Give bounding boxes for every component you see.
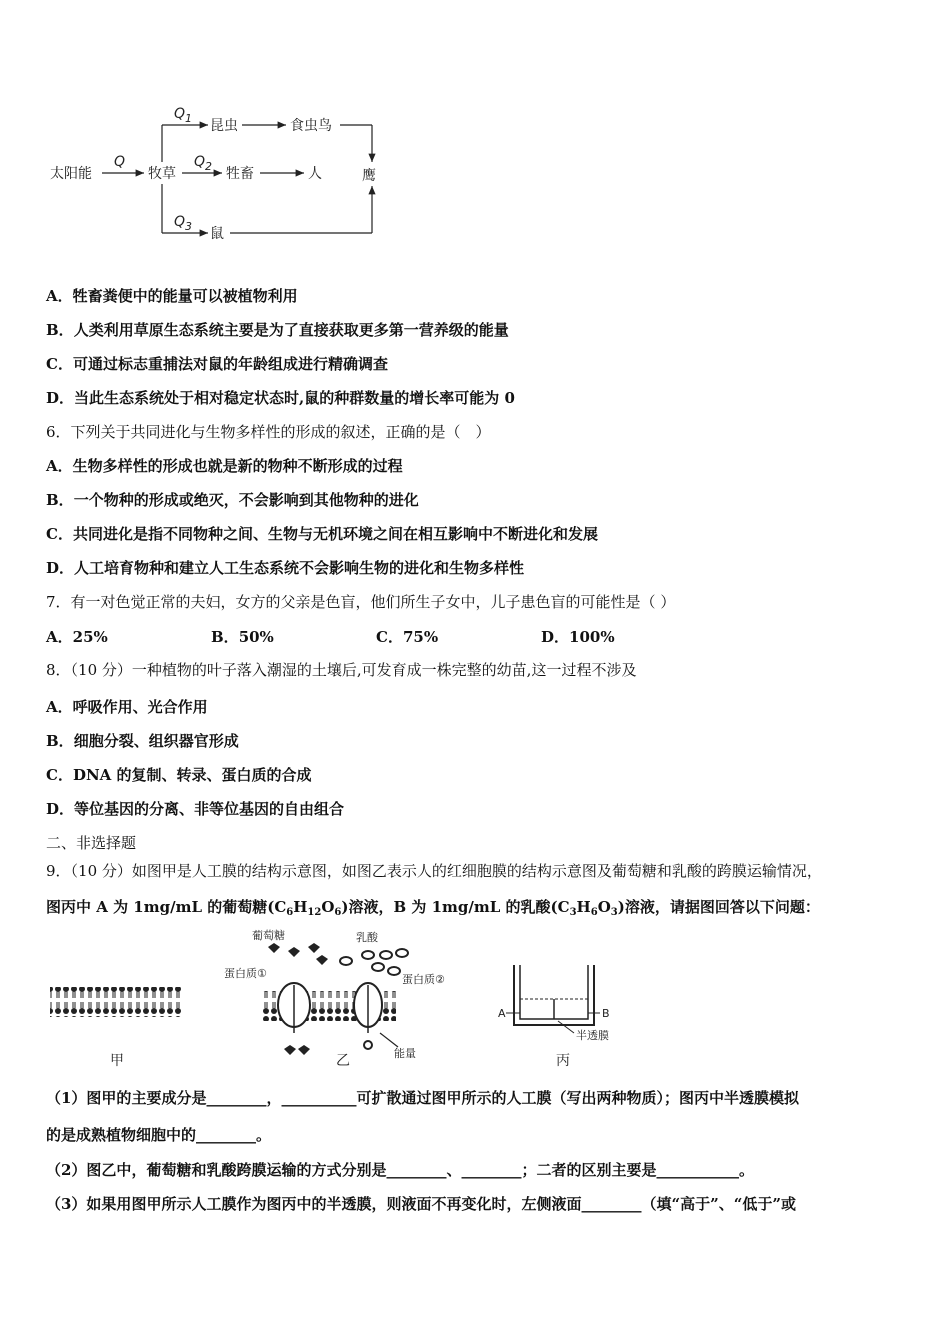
- node-bird: 食虫鸟: [290, 118, 332, 134]
- q9-stem-line1: 9．（10 分）如图甲是人工膜的结构示意图，如图乙表示人的红细胞膜的结构示意图及葡萄糖和乳酸的跨膜运输情况，: [46, 862, 822, 880]
- node-sun: 太阳能: [50, 166, 92, 182]
- q9-sub1-line2: 的是成熟植物细胞中的________。: [46, 1126, 272, 1144]
- q7-option-a: A．25%: [46, 628, 108, 646]
- membrane-figure: [46, 925, 646, 1070]
- q8-option-a: A．呼吸作用、光合作用: [46, 698, 208, 716]
- label-q2: $Q_2$: [194, 154, 213, 173]
- lactate-molecule: [340, 957, 352, 965]
- lactate-molecule: [380, 951, 392, 959]
- q8-stem: 8．（10 分）一种植物的叶子落入潮湿的土壤后,可发育成一株完整的幼苗,这一过程不涉及: [46, 661, 637, 679]
- node-livestock: 牲畜: [226, 166, 254, 182]
- q9-sub2: （2）图乙中，葡萄糖和乳酸跨膜运输的方式分别是________、________；二者的区别主要是___________。: [46, 1161, 754, 1179]
- label-glucose: 葡萄糖: [252, 929, 285, 942]
- q5-option-d: D．当此生态系统处于相对稳定状态时,鼠的种群数量的增长率可能为 0: [46, 389, 515, 407]
- energy-pointer: [380, 1033, 398, 1047]
- node-insect: 昆虫: [210, 118, 238, 134]
- label-b: B: [602, 1007, 610, 1020]
- glucose-molecules: [268, 943, 328, 965]
- q9-stem-line2: 图丙中 A 为 1mg/mL 的葡萄糖$(C_6H_{12}O_6)$溶液，B 为 1mg/mL 的乳酸$(C_3H_6O_3)$溶液，请据图回答以下问题：: [46, 898, 820, 918]
- q5-option-c: C．可通过标志重捕法对鼠的年龄组成进行精确调查: [46, 355, 388, 373]
- q8-option-b: B．细胞分裂、组织器官形成: [46, 732, 239, 750]
- node-hawk: 鹰: [362, 168, 376, 184]
- food-web-diagram: [46, 100, 386, 250]
- label-yi: 乙: [336, 1053, 350, 1069]
- lactate-molecule: [396, 949, 408, 957]
- label-q3: $Q_3$: [174, 214, 193, 233]
- lactate-molecule: [372, 963, 384, 971]
- node-grass: 牧草: [148, 166, 176, 182]
- q6-option-a: A．生物多样性的形成也就是新的物种不断形成的过程: [46, 457, 403, 475]
- q8-option-d: D．等位基因的分离、非等位基因的自由组合: [46, 800, 345, 818]
- section-heading: 二、非选择题: [46, 834, 137, 852]
- label-a: A: [498, 1007, 506, 1020]
- membrane-pointer: [558, 1021, 574, 1033]
- q5-option-b: B．人类利用草原生态系统主要是为了直接获取更多第一营养级的能量: [46, 321, 509, 339]
- label-q: Q: [114, 154, 126, 170]
- artificial-membrane: [50, 987, 182, 1017]
- q9-sub3: （3）如果用图甲所示人工膜作为图丙中的半透膜，则液面不再变化时，左侧液面________（填“高于”、“低于”或: [46, 1195, 796, 1213]
- node-mouse: 鼠: [210, 226, 224, 242]
- q6-option-c: C．共同进化是指不同物种之间、生物与无机环境之间在相互影响中不断进化和发展: [46, 525, 598, 543]
- q7-option-d: D．100%: [541, 628, 615, 646]
- label-protein1: 蛋白质①: [224, 967, 267, 980]
- label-semipermeable: 半透膜: [576, 1029, 609, 1042]
- lactate-molecule: [362, 951, 374, 959]
- q6-option-b: B．一个物种的形成或绝灭，不会影响到其他物种的进化: [46, 491, 419, 509]
- label-bing: 丙: [556, 1053, 570, 1069]
- label-jia: 甲: [110, 1053, 124, 1069]
- q7-options: [46, 627, 615, 647]
- q7-option-c: C．75%: [376, 628, 439, 646]
- label-lactate: 乳酸: [356, 931, 378, 944]
- q6-option-d: D．人工培育物种和建立人工生态系统不会影响生物的进化和生物多样性: [46, 559, 525, 577]
- node-human: 人: [308, 166, 322, 182]
- label-energy: 能量: [394, 1047, 416, 1060]
- q8-option-c: C．DNA 的复制、转录、蛋白质的合成: [46, 766, 312, 784]
- q7-stem: 7．有一对色觉正常的夫妇，女方的父亲是色盲，他们所生子女中，儿子患色盲的可能性是（ ）: [46, 593, 676, 611]
- atp-circle: [364, 1041, 372, 1049]
- glucose-inside: [284, 1045, 310, 1055]
- q7-option-b: B．50%: [211, 628, 274, 646]
- label-protein2: 蛋白质②: [402, 973, 445, 986]
- q9-sub1-line1: （1）图甲的主要成分是________，__________可扩散通过图甲所示的人工膜（写出两种物质）；图丙中半透膜模拟: [46, 1089, 799, 1107]
- q5-option-a: A．牲畜粪便中的能量可以被植物利用: [46, 287, 298, 305]
- label-q1: $Q_1$: [174, 106, 193, 125]
- lactate-molecule: [388, 967, 400, 975]
- q6-stem: 6．下列关于共同进化与生物多样性的形成的叙述，正确的是（ ）: [46, 423, 491, 441]
